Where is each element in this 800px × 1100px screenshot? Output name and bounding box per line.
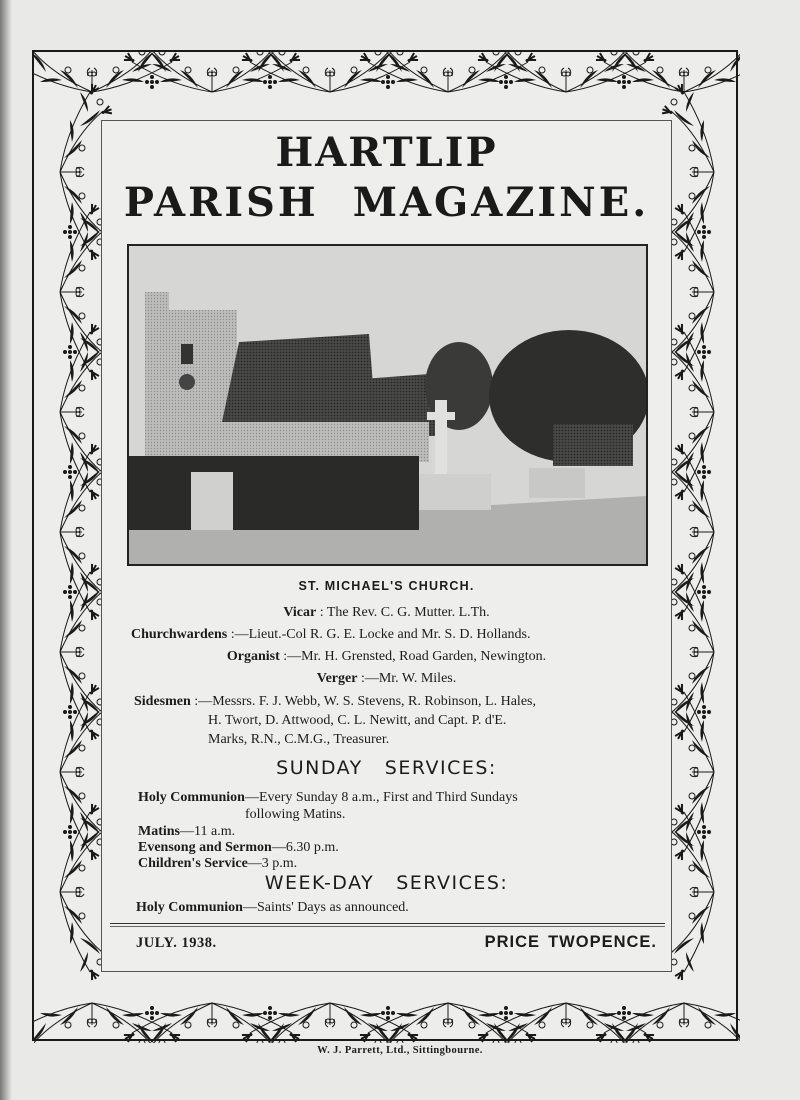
service-name: Matins xyxy=(138,824,180,839)
service-detail: —11 a.m. xyxy=(180,824,236,839)
role-label: Verger xyxy=(316,671,358,686)
heading-word: WEEK-DAY xyxy=(264,872,375,894)
service-detail: —6.30 p.m. xyxy=(271,840,339,855)
war-memorial-cross xyxy=(435,400,447,476)
officer-name: The Rev. C. G. Mutter. L.Th. xyxy=(326,605,490,620)
officer-vicar xyxy=(102,605,671,621)
price-word: TWOPENCE. xyxy=(548,933,657,951)
heading-word: SERVICES: xyxy=(384,757,497,779)
masthead-title-line1: HARTLIP xyxy=(275,129,498,176)
page-binding-shadow xyxy=(0,0,12,1100)
masthead-word-parish: PARISH xyxy=(123,179,319,226)
service-detail: —3 p.m. xyxy=(247,856,298,871)
weekday-holy-communion xyxy=(136,900,409,916)
photo-caption: ST. MICHAEL'S CHURCH. xyxy=(298,579,475,593)
bottom-border-ornament xyxy=(34,1003,740,1043)
price-word: PRICE xyxy=(484,933,541,951)
service-name: Children's Service xyxy=(138,856,248,871)
masthead-word-magazine: MAGAZINE. xyxy=(352,179,650,226)
tower-window xyxy=(181,344,193,364)
service-name: Holy Communion xyxy=(138,790,245,805)
memorial-base xyxy=(419,474,491,510)
church-photograph xyxy=(127,244,648,566)
separator: : xyxy=(316,605,327,620)
officer-name: Lieut.-Col R. G. E. Locke and Mr. S. D. Hollands. xyxy=(248,627,531,642)
officer-verger xyxy=(102,671,671,687)
top-border-ornament xyxy=(34,52,740,92)
service-name: Evensong and Sermon xyxy=(138,840,272,855)
sunday-services-heading xyxy=(102,757,671,779)
service-holy-communion-continued: following Matins. xyxy=(245,807,346,822)
officer-churchwardens xyxy=(131,627,531,643)
footer-divider-secondary xyxy=(110,926,665,927)
lychgate-building xyxy=(553,424,633,466)
service-detail: —Saints' Days as announced. xyxy=(242,900,409,915)
printer-imprint: W. J. Parrett, Ltd., Sittingbourne. xyxy=(317,1045,483,1056)
heading-word: SERVICES: xyxy=(396,872,509,894)
heading-word: SUNDAY xyxy=(276,757,363,779)
service-matins xyxy=(138,824,235,840)
officer-organist xyxy=(102,649,671,665)
issue-price xyxy=(485,933,657,952)
service-detail: —Every Sunday 8 a.m., First and Third Sundays xyxy=(244,790,518,805)
separator: :— xyxy=(279,649,302,664)
weekday-services-heading xyxy=(102,872,671,894)
service-childrens xyxy=(138,856,297,872)
garden-gate xyxy=(191,472,233,530)
separator: :— xyxy=(190,694,213,709)
officer-name: Messrs. F. J. Webb, W. S. Stevens, R. Robinson, L. Hales, xyxy=(212,694,536,709)
role-label: Churchwardens xyxy=(131,627,228,642)
service-holy-communion xyxy=(138,790,518,806)
issue-date: JULY. 1938. xyxy=(136,935,217,951)
churchyard-wall xyxy=(529,468,585,498)
role-label: Sidesmen xyxy=(134,694,191,709)
cross-arm xyxy=(427,412,455,420)
footer-divider xyxy=(110,923,665,924)
hedge xyxy=(129,456,419,530)
separator: :— xyxy=(357,671,379,686)
officer-name: Mr. H. Grensted, Road Garden, Newington. xyxy=(301,649,547,664)
officer-sidesmen xyxy=(134,694,536,710)
church-photo-illustration xyxy=(129,246,646,564)
cover-content-panel xyxy=(101,120,672,972)
service-name: Holy Communion xyxy=(136,900,243,915)
sidesmen-continued-2: Marks, R.N., C.M.G., Treasurer. xyxy=(208,732,390,747)
role-label: Organist xyxy=(226,649,280,664)
separator: :— xyxy=(227,627,249,642)
masthead-title-line2 xyxy=(102,179,671,226)
sidesmen-continued-1: H. Twort, D. Attwood, C. L. Newitt, and Capt. P. d'E. xyxy=(208,713,507,728)
officer-name: Mr. W. Miles. xyxy=(378,671,457,686)
service-evensong xyxy=(138,840,339,856)
tower-clock xyxy=(179,374,195,390)
role-label: Vicar xyxy=(283,605,317,620)
